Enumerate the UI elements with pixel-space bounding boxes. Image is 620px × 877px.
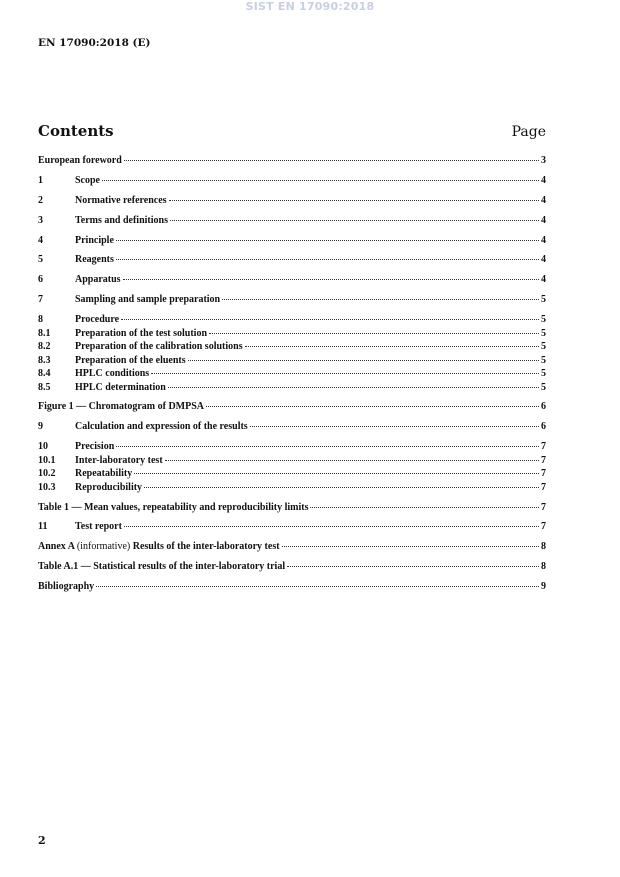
dot-leader	[209, 332, 539, 334]
toc-entry-title: Apparatus	[75, 274, 121, 286]
toc-entry-number: 8.3	[38, 354, 51, 366]
toc-entry-reproducibility[interactable]	[38, 483, 546, 493]
toc-entry-page: 4	[541, 254, 546, 266]
toc-entry-title: HPLC conditions	[75, 368, 150, 380]
toc-entry-title: Preparation of the eluents	[75, 354, 186, 366]
dot-leader	[124, 525, 539, 527]
toc-entry-title: Reagents	[75, 254, 114, 266]
toc-entry-page: 7	[541, 441, 546, 453]
toc-entry-principle[interactable]	[38, 236, 546, 246]
toc-entry-page: 5	[541, 327, 546, 339]
toc-entry-number: 1	[38, 174, 43, 186]
toc-entry-page: 4	[541, 214, 546, 226]
toc-entry-page: 8	[541, 561, 546, 573]
toc-entry-title: Figure 1 — Chromatogram of DMPSA	[38, 401, 204, 413]
toc-entry-page: 5	[541, 381, 546, 393]
dot-leader	[222, 298, 539, 300]
toc-entry-title: Precision	[75, 441, 115, 453]
toc-entry-title: Scope	[75, 174, 100, 186]
toc-entry-table-1[interactable]	[38, 503, 546, 513]
annex-title: Results of the inter-laboratory test	[132, 541, 280, 553]
contents-heading	[38, 122, 546, 140]
toc-entry-repeatability[interactable]	[38, 469, 546, 479]
dot-leader	[287, 565, 539, 567]
toc-entry-terms-and-definitions[interactable]	[38, 216, 546, 226]
dot-leader	[188, 359, 539, 361]
toc-entry-title: Repeatability	[75, 468, 133, 480]
toc-entry-number: 10	[38, 441, 48, 453]
dot-leader	[116, 258, 539, 260]
toc-entry-table-a1[interactable]	[38, 562, 546, 572]
dot-leader	[206, 405, 539, 407]
toc-entry-number: 6	[38, 274, 43, 286]
toc-entry-title: Bibliography	[38, 581, 95, 593]
toc-entry-page: 7	[541, 468, 546, 480]
toc-entry-page: 8	[541, 541, 546, 553]
dot-leader	[96, 585, 539, 587]
dot-leader	[116, 445, 539, 447]
toc-entry-precision[interactable]	[38, 442, 546, 452]
dot-leader	[170, 219, 539, 221]
toc-entry-page: 4	[541, 234, 546, 246]
toc-entry-inter-laboratory-test[interactable]	[38, 456, 546, 466]
toc-entry-page: 4	[541, 194, 546, 206]
toc-entry-number: 11	[38, 521, 48, 533]
toc-entry-number: 8.2	[38, 341, 51, 353]
toc-entry-number: 3	[38, 214, 43, 226]
toc-entry-page: 4	[541, 274, 546, 286]
toc-entry-page: 5	[541, 341, 546, 353]
toc-entry-title: Normative references	[75, 194, 167, 206]
toc-entry-page: 6	[541, 401, 546, 413]
toc-entry-number: 10.1	[38, 454, 56, 466]
toc-entry-hplc-conditions[interactable]	[38, 369, 546, 379]
toc-entry-page: 9	[541, 581, 546, 593]
toc-entry-bibliography[interactable]	[38, 582, 546, 592]
toc-entry-page: 5	[541, 368, 546, 380]
dot-leader	[134, 472, 539, 474]
toc-entry-page: 3	[541, 155, 546, 166]
table-of-contents	[38, 156, 546, 592]
toc-entry-number: 8	[38, 314, 43, 326]
toc-entry-title: Terms and definitions	[75, 214, 168, 226]
toc-entry-title: Table A.1 — Statistical results of the inter-laboratory trial	[38, 561, 286, 573]
toc-entry-scope[interactable]	[38, 176, 546, 186]
dot-leader	[102, 179, 539, 181]
toc-entry-page: 6	[541, 421, 546, 433]
toc-entry-number: 7	[38, 294, 43, 306]
toc-entry-page: 7	[541, 481, 546, 493]
dot-leader	[169, 199, 539, 201]
toc-entry-number: 10.3	[38, 481, 56, 493]
toc-entry-procedure[interactable]	[38, 315, 546, 325]
dot-leader	[168, 386, 539, 388]
dot-leader	[165, 459, 539, 461]
toc-entry-eluents[interactable]	[38, 356, 546, 366]
toc-entry-title: HPLC determination	[75, 381, 166, 393]
watermark: SIST EN 17090:2018	[245, 0, 375, 13]
toc-entry-number: 8.4	[38, 368, 51, 380]
dot-leader	[245, 345, 539, 347]
toc-entry-normative-references[interactable]	[38, 196, 546, 206]
toc-entry-page: 4	[541, 174, 546, 186]
dot-leader	[116, 239, 539, 241]
toc-entry-title: Principle	[75, 234, 114, 246]
toc-entry-title: Reproducibility	[75, 481, 143, 493]
dot-leader	[282, 545, 539, 547]
page-number: 2	[38, 834, 46, 847]
toc-entry-title: Sampling and sample preparation	[75, 294, 221, 306]
toc-entry-number: 10.2	[38, 468, 56, 480]
toc-entry-title: Inter-laboratory test	[75, 454, 163, 466]
toc-entry-title: Preparation of the calibration solutions	[75, 341, 243, 353]
toc-entry-figure-1[interactable]	[38, 402, 546, 412]
dot-leader	[310, 506, 539, 508]
dot-leader	[124, 159, 539, 161]
toc-entry-apparatus[interactable]	[38, 275, 546, 285]
toc-entry-number: 4	[38, 234, 43, 246]
toc-entry-number: 2	[38, 194, 43, 206]
dot-leader	[151, 372, 539, 374]
dot-leader	[144, 486, 539, 488]
toc-entry-calibration-solutions[interactable]	[38, 342, 546, 352]
page-column-label: Page	[511, 124, 546, 140]
annex-type: (informative)	[76, 541, 131, 553]
toc-entry-title: Procedure	[75, 314, 120, 326]
toc-entry-page: 5	[541, 354, 546, 366]
toc-entry-number: 9	[38, 421, 43, 433]
toc-entry-test-solution[interactable]	[38, 329, 546, 339]
document-id: EN 17090:2018 (E)	[38, 37, 151, 49]
toc-entry-foreword[interactable]	[38, 156, 546, 166]
toc-entry-number: 5	[38, 254, 43, 266]
toc-entry-title: Table 1 — Mean values, repeatability and reproducibility limits	[38, 501, 309, 513]
toc-entry-hplc-determination[interactable]	[38, 383, 546, 393]
toc-entry-page: 7	[541, 454, 546, 466]
toc-entry-annex-a[interactable]	[38, 542, 546, 552]
dot-leader	[250, 425, 539, 427]
toc-entry-title: European foreword	[38, 155, 122, 166]
annex-label: Annex A	[38, 541, 75, 553]
dot-leader	[123, 278, 539, 280]
toc-entry-reagents[interactable]	[38, 255, 546, 265]
toc-entry-page: 7	[541, 521, 546, 533]
toc-entry-sampling[interactable]	[38, 295, 546, 305]
toc-entry-title: Preparation of the test solution	[75, 327, 208, 339]
toc-entry-calculation[interactable]	[38, 422, 546, 432]
toc-entry-title	[38, 542, 280, 552]
toc-entry-title: Calculation and expression of the results	[75, 421, 248, 433]
toc-entry-title: Test report	[75, 521, 122, 533]
contents-title: Contents	[38, 122, 114, 140]
toc-entry-test-report[interactable]	[38, 522, 546, 532]
toc-entry-number: 8.1	[38, 327, 51, 339]
toc-entry-page: 7	[541, 501, 546, 513]
toc-entry-page: 5	[541, 294, 546, 306]
toc-entry-number: 8.5	[38, 381, 51, 393]
dot-leader	[121, 318, 539, 320]
toc-entry-page: 5	[541, 314, 546, 326]
